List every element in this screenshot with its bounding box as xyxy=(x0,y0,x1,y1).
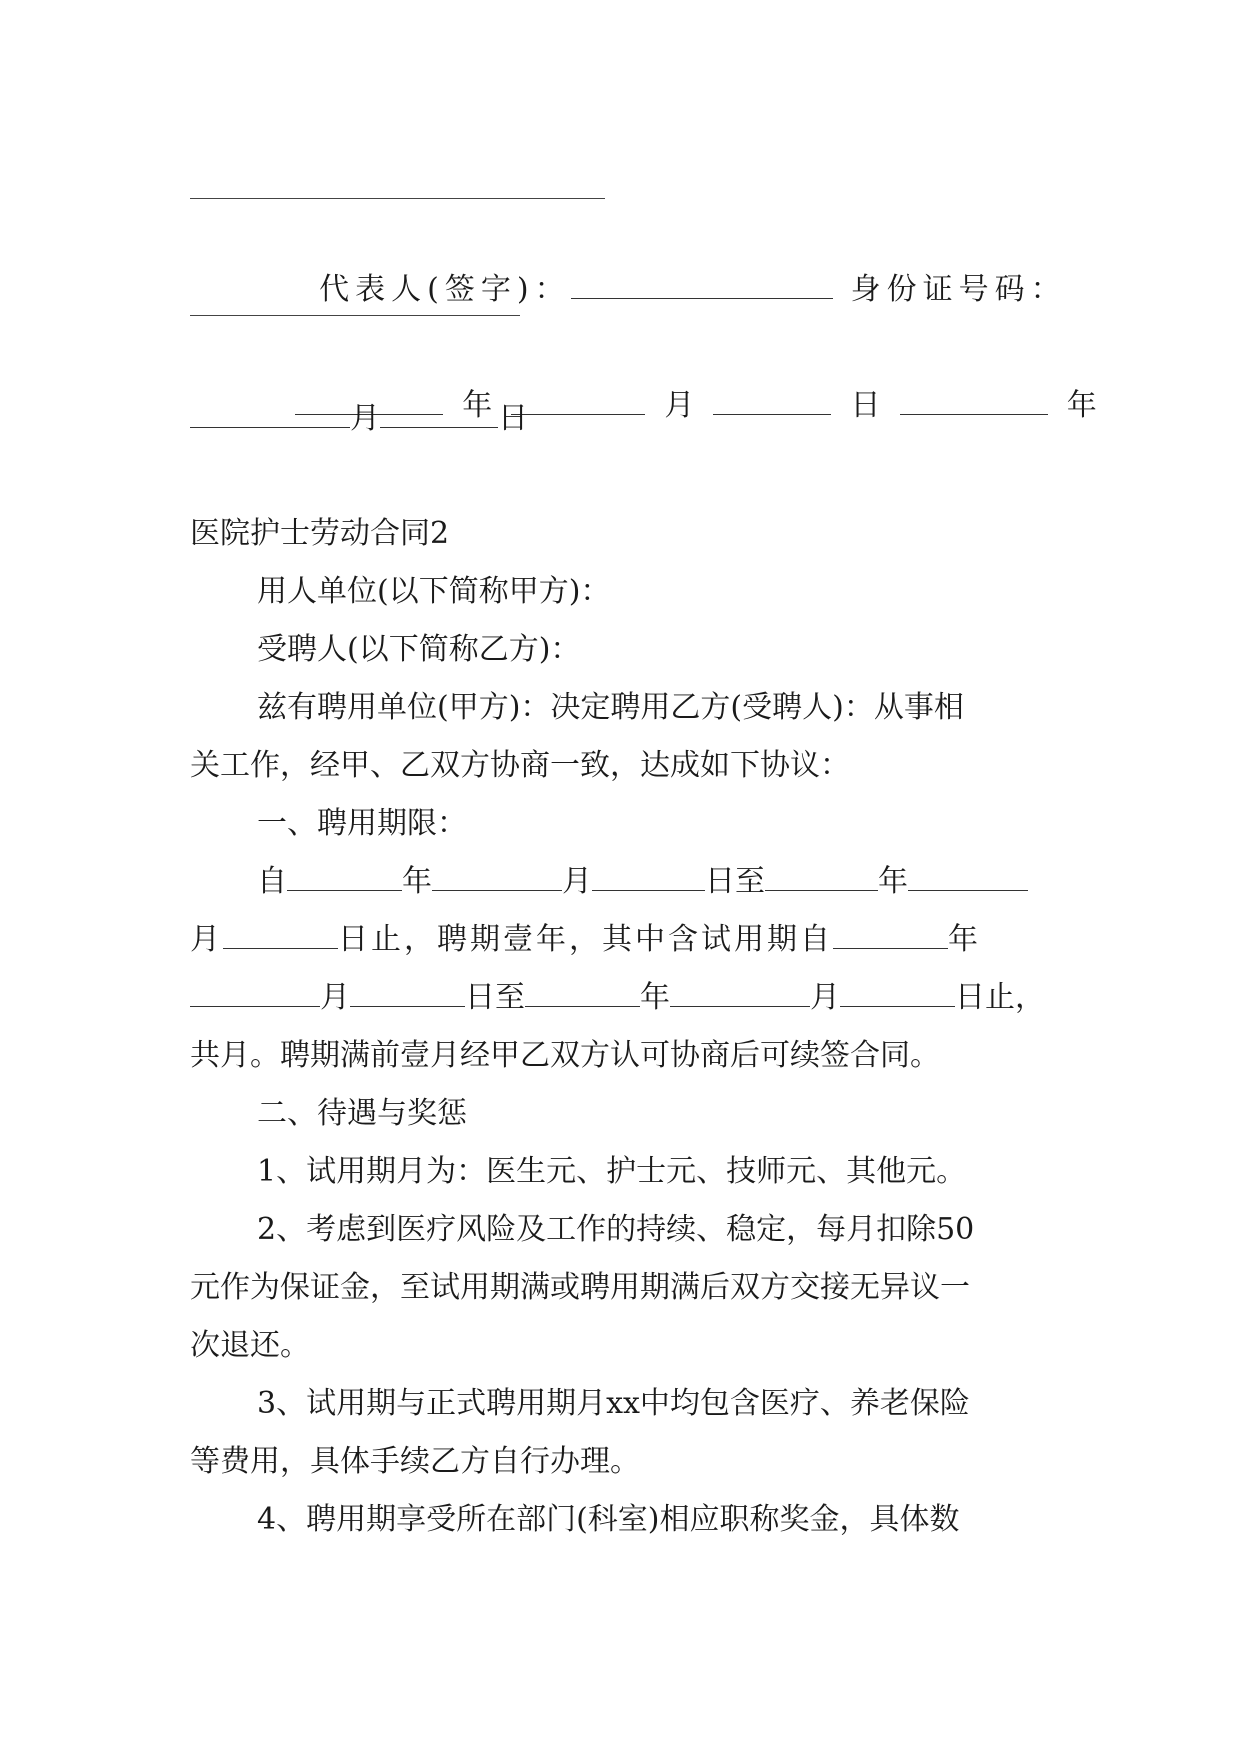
year-label: 年 xyxy=(402,864,432,899)
section-title: 医院护士劳动合同2 xyxy=(190,516,450,551)
term-line-4: 共月。聘期满前壹月经甲乙双方认可协商后可续签合同。 xyxy=(190,1038,940,1073)
blank xyxy=(840,981,955,1008)
blank xyxy=(190,981,320,1008)
month-label: 月 xyxy=(810,980,840,1015)
blank xyxy=(350,981,465,1008)
item-3-line-1: 3、试用期与正式聘用期月xx中均包含医疗、养老保险 xyxy=(257,1386,970,1421)
month-label: 月 xyxy=(664,388,695,423)
day-label: 日 xyxy=(850,388,881,423)
blank xyxy=(525,981,640,1008)
intro-line-1: 兹有聘用单位(甲方)：决定聘用乙方(受聘人)：从事相 xyxy=(257,690,964,725)
blank xyxy=(287,865,402,892)
year-label: 年 xyxy=(462,388,493,423)
year-label: 年 xyxy=(878,864,908,899)
year-label: 年 xyxy=(1066,388,1097,423)
item-2-line-3: 次退还。 xyxy=(190,1328,310,1363)
employee-line: 受聘人(以下简称乙方)： xyxy=(257,632,581,667)
blank xyxy=(670,981,810,1008)
employer-line: 用人单位(以下简称甲方)： xyxy=(257,574,611,609)
blank xyxy=(223,923,338,950)
item-4-line-1: 4、聘用期享受所在部门(科室)相应职称奖金，具体数 xyxy=(257,1502,960,1537)
year-label: 年 xyxy=(640,980,670,1015)
term-line-2 xyxy=(190,918,1050,962)
month-label: 月 xyxy=(350,401,380,436)
item-3-line-2: 等费用，具体手续乙方自行办理。 xyxy=(190,1444,640,1479)
term-end-text: 日止， xyxy=(955,980,1045,1015)
id-number-line xyxy=(190,315,520,316)
day-label: 日 xyxy=(498,401,528,436)
term-mid-text: 日止，聘期壹年，其中含试用期自 xyxy=(338,922,833,957)
item-1: 1、试用期月为：医生元、护士元、技师元、其他元。 xyxy=(257,1154,967,1189)
blank xyxy=(592,865,705,892)
item-2-line-1: 2、考虑到医疗风险及工作的持续、稳定，每月扣除50 xyxy=(257,1212,975,1247)
to-label: 日至 xyxy=(705,864,765,899)
blank xyxy=(432,865,562,892)
blank xyxy=(833,923,948,950)
intro-line-2: 关工作，经甲、乙双方协商一致，达成如下协议： xyxy=(190,748,850,783)
from-label: 自 xyxy=(257,864,287,899)
representative-line xyxy=(257,224,1067,356)
term-line-1 xyxy=(257,860,1050,904)
blank xyxy=(908,865,1028,892)
signature-label: 代表人(签字)： xyxy=(319,272,571,307)
year-label: 年 xyxy=(948,922,981,957)
blank xyxy=(765,865,878,892)
id-number-label: 身份证号码： xyxy=(850,272,1067,307)
month-label: 月 xyxy=(320,980,350,1015)
item-2-line-2: 元作为保证金，至试用期满或聘用期满后双方交接无异议一 xyxy=(190,1270,970,1305)
blank xyxy=(380,402,498,429)
month-label: 月 xyxy=(562,864,592,899)
month-label: 月 xyxy=(190,922,223,957)
to-label: 日至 xyxy=(465,980,525,1015)
date-line-continued xyxy=(190,397,1050,441)
term-line-3 xyxy=(190,976,1050,1020)
term-heading: 一、聘用期限： xyxy=(257,806,467,841)
blank xyxy=(190,402,350,429)
pay-heading: 二、待遇与奖惩 xyxy=(257,1096,467,1131)
signature-line xyxy=(190,198,605,199)
signature-blank xyxy=(571,273,833,300)
